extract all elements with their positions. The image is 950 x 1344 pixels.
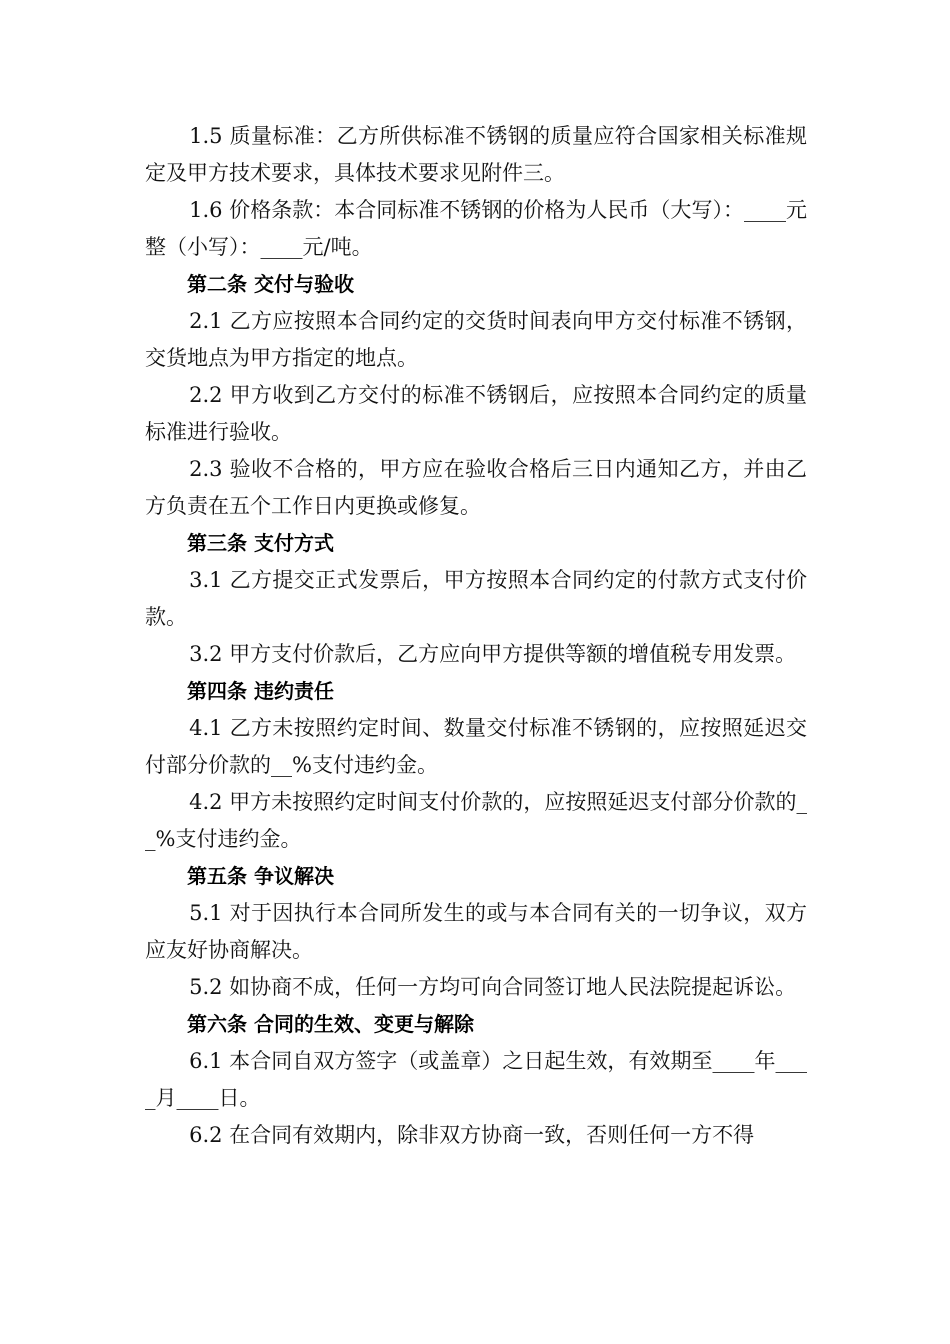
clause-4-2: 4.2 甲方未按照约定时间支付价款的，应按照延迟支付部分价款的__%支付违约金。 [145,790,807,851]
clause-3-2: 3.2 甲方支付价款后，乙方应向甲方提供等额的增值税专用发票。 [189,642,797,666]
clause-2-1: 2.1 乙方应按照本合同约定的交货时间表向甲方交付标准不锈钢，交货地点为甲方指定的地点。 [145,309,807,370]
contract-page [145,118,807,1154]
clause-1-5: 1.5 质量标准：乙方所供标准不锈钢的质量应符合国家相关标准规定及甲方技术要求，具体技术要求见附件三。 [145,124,807,185]
article-5-heading: 第五条 争议解决 [187,864,334,888]
article-4-heading: 第四条 违约责任 [187,679,334,703]
clause-1-6: 1.6 价格条款：本合同标准不锈钢的价格为人民币（大写）：____元整（小写）：____元/吨。 [145,198,807,259]
clause-5-2: 5.2 如协商不成，任何一方均可向合同签订地人民法院提起诉讼。 [189,975,797,999]
clause-2-3: 2.3 验收不合格的，甲方应在验收合格后三日内通知乙方，并由乙方负责在五个工作日内更换或修复。 [145,457,807,518]
clause-2-2: 2.2 甲方收到乙方交付的标准不锈钢后，应按照本合同约定的质量标准进行验收。 [145,383,807,444]
article-2-heading: 第二条 交付与验收 [187,272,354,296]
article-3-heading: 第三条 支付方式 [187,531,334,555]
clause-6-2: 6.2 在合同有效期内，除非双方协商一致，否则任何一方不得 [189,1123,755,1147]
clause-3-1: 3.1 乙方提交正式发票后，甲方按照本合同约定的付款方式支付价款。 [145,568,807,629]
clause-6-1: 6.1 本合同自双方签字（或盖章）之日起生效，有效期至____年____月____日。 [145,1049,807,1110]
clause-4-1: 4.1 乙方未按照约定时间、数量交付标准不锈钢的，应按照延迟交付部分价款的__%支付违约金。 [145,716,807,777]
article-6-heading: 第六条 合同的生效、变更与解除 [187,1012,474,1036]
clause-5-1: 5.1 对于因执行本合同所发生的或与本合同有关的一切争议，双方应友好协商解决。 [145,901,807,962]
